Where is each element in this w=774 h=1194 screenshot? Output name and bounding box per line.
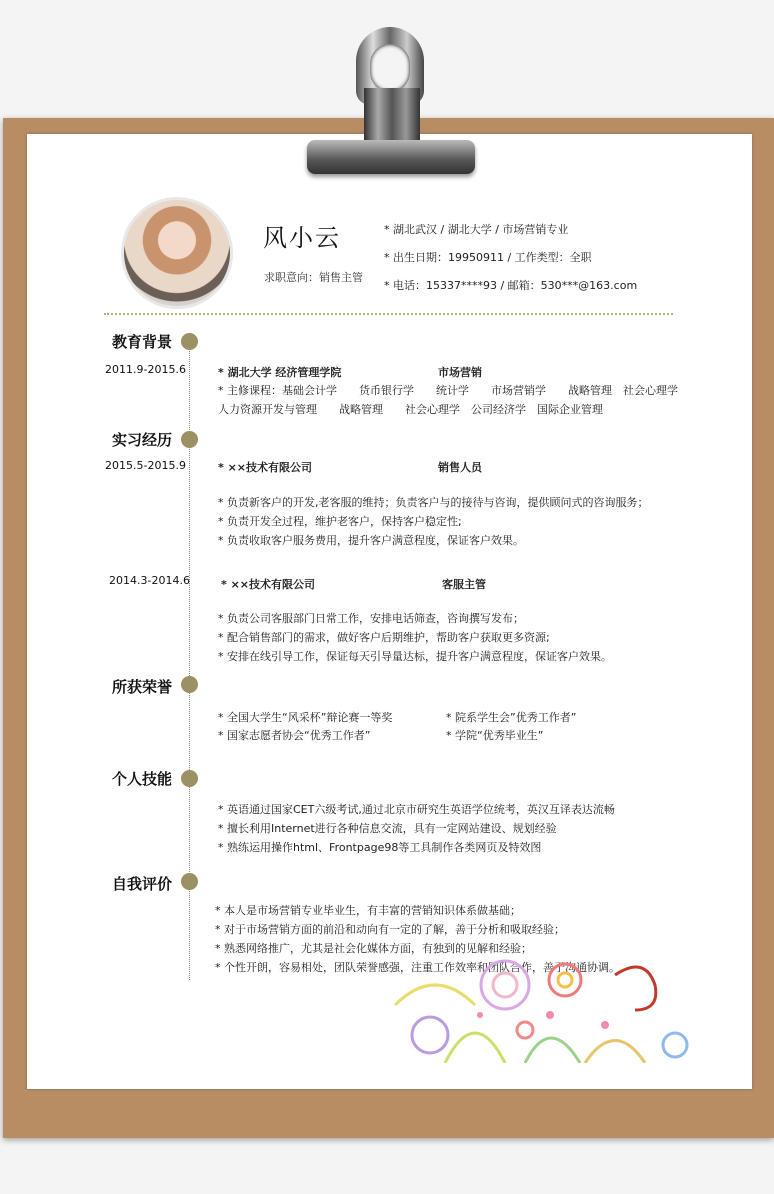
section-title-self: 自我评价	[112, 875, 173, 893]
job1-company: * ××技术有限公司	[218, 461, 313, 474]
education-courses-2: 人力资源开发与管理 战略管理 社会心理学 公司经济学 国际企业管理	[218, 403, 603, 416]
honor-item: * 院系学生会”优秀工作者”	[446, 711, 577, 724]
section-dot	[181, 770, 198, 787]
job-intent: 求职意向：销售主管	[264, 271, 363, 284]
info-birth: * 出生日期：19950911 / 工作类型：全职	[384, 251, 592, 264]
job1-item: * 负责收取客户服务费用，提升客户满意程度，保证客户效果。	[218, 534, 524, 547]
education-courses-1: * 主修课程：基础会计学 货币银行学 统计学 市场营销学 战略管理 社会心理学	[218, 384, 678, 397]
section-dot	[181, 676, 198, 693]
job2-item: * 安排在线引导工作，保证每天引导量达标，提升客户满意程度，保证客户效果。	[218, 650, 612, 663]
education-major: 市场营销	[438, 366, 482, 379]
self-item: * 熟悉网络推广，尤其是社会化媒体方面，有独到的见解和经验；	[215, 942, 532, 955]
section-title-education: 教育背景	[112, 333, 173, 351]
job1-role: 销售人员	[438, 461, 482, 474]
section-dot	[181, 873, 198, 890]
section-dot	[181, 431, 198, 448]
header-divider	[104, 313, 673, 315]
job2-company: * ××技术有限公司	[221, 578, 316, 591]
job1-item: * 负责开发全过程，维护老客户，保持客户稳定性;	[218, 515, 462, 528]
skill-item: * 熟练运用操作html、Frontpage98等工具制作各类网页及特效图	[218, 841, 542, 854]
honor-item: * 全国大学生“风采杯”辩论赛一等奖	[218, 711, 393, 724]
honor-item: * 国家志愿者协会“优秀工作者”	[218, 729, 371, 742]
job2-item: * 配合销售部门的需求，做好客户后期维护，帮助客户获取更多资源;	[218, 631, 550, 644]
section-dot	[181, 333, 198, 350]
section-title-honors: 所获荣誉	[112, 678, 173, 696]
job2-date: 2014.3-2014.6	[109, 574, 190, 587]
job1-date: 2015.5-2015.9	[105, 459, 186, 472]
avatar	[121, 197, 233, 309]
skill-item: * 英语通过国家CET六级考试,通过北京市研究生英语学位统考，英汉互译表达流畅	[218, 803, 615, 816]
education-school: * 湖北大学 经济管理学院	[218, 366, 342, 379]
job2-role: 客服主管	[442, 578, 486, 591]
education-date: 2011.9-2015.6	[105, 363, 186, 376]
self-item: * 个性开朗，容易相处，团队荣誉感强，注重工作效率和团队合作，善于沟通协调。	[215, 961, 620, 974]
skill-item: * 擅长利用Internet进行各种信息交流，具有一定网站建设、规划经验	[218, 822, 557, 835]
section-title-internship: 实习经历	[112, 431, 173, 449]
info-contact: * 电话：15337****93 / 邮箱：530***@163.com	[384, 279, 638, 292]
honor-item: * 学院“优秀毕业生”	[446, 729, 544, 742]
flower-decoration-icon	[385, 955, 695, 1063]
info-location: * 湖北武汉 / 湖北大学 / 市场营销专业	[384, 223, 569, 236]
self-item: * 本人是市场营销专业毕业生，有丰富的营销知识体系做基础；	[215, 904, 521, 917]
job2-item: * 负责公司客服部门日常工作，安排电话筛查，咨询撰写发布；	[218, 612, 524, 625]
self-item: * 对于市场营销方面的前沿和动向有一定的了解，善于分析和吸取经验；	[215, 923, 565, 936]
job1-item: * 负责新客户的开发,老客服的维持；负责客户与的接待与咨询，提供顾问式的咨询服务；	[218, 496, 649, 509]
candidate-name: 风小云	[263, 224, 341, 252]
section-title-skills: 个人技能	[112, 770, 173, 788]
